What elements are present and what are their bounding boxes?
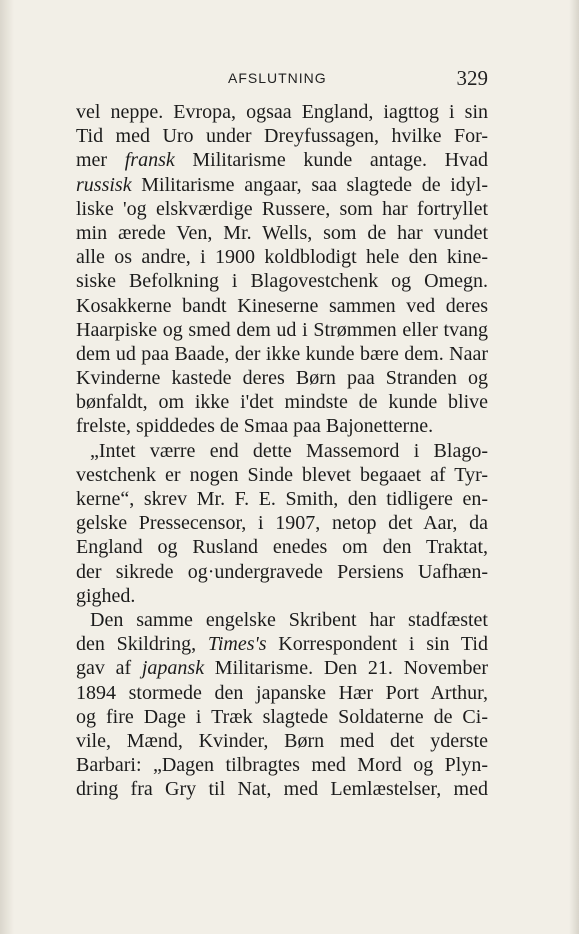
text-segment: 1894 stormede den japanske Hær Port Arthur, — [76, 681, 488, 704]
text-segment: Militarisme. Den 21. November — [204, 657, 488, 680]
page-header — [76, 66, 488, 90]
text-segment: Den samme engelske Skribent har stadfæstet — [90, 608, 488, 631]
italic-word: japansk — [141, 657, 205, 680]
text-line — [76, 753, 488, 777]
text-segment: den Skildring, — [76, 633, 208, 656]
text-segment: gav af — [76, 657, 142, 680]
text-line — [76, 584, 488, 608]
text-segment: vel neppe. Evropa, ogsaa England, iagttog i sin — [76, 101, 488, 123]
text-line — [76, 390, 488, 414]
text-line — [76, 294, 488, 318]
text-line — [76, 342, 488, 366]
page-edge-shadow — [569, 0, 579, 934]
text-line — [76, 463, 488, 487]
text-segment: vestchenk er nogen Sinde blevet begaaet af Tyr- — [76, 463, 488, 486]
text-segment: Militarisme kunde antage. Hvad — [174, 149, 488, 172]
text-line — [76, 487, 488, 511]
text-line — [76, 269, 488, 293]
italic-word: russisk — [76, 173, 132, 196]
text-segment: dring fra Gry til Nat, med Lemlæstelser, med — [76, 778, 488, 801]
text-segment: Korrespondent i sin Tid — [266, 633, 488, 656]
text-segment: alle os andre, i 1900 koldblodigt hele den kine- — [76, 246, 488, 269]
running-head: AFSLUTNING — [228, 70, 327, 86]
text-line — [76, 173, 488, 197]
text-line — [76, 777, 488, 801]
text-segment: Haarpiske og smed dem ud i Strømmen eller tvang — [76, 318, 488, 341]
text-segment: og fire Dage i Træk slagtede Soldaterne de Ci- — [76, 705, 488, 728]
text-segment: Kosakkerne bandt Kineserne sammen ved deres — [76, 294, 488, 317]
text-line — [76, 100, 488, 124]
text-segment: kerne“, skrev Mr. F. E. Smith, den tidligere en- — [76, 488, 488, 510]
text-segment: vile, Mænd, Kvinder, Børn med det yderste — [76, 729, 488, 752]
text-line — [76, 632, 488, 656]
text-segment: gelske Pressecensor, i 1907, netop det Aar, da — [76, 512, 488, 535]
text-segment: frelste, spiddedes de Smaa paa Bajonetterne. — [76, 415, 434, 438]
text-segment: mer — [76, 149, 125, 172]
text-line — [76, 439, 488, 463]
text-segment: Barbari: „Dagen tilbragtes med Mord og Plyn- — [76, 754, 488, 777]
text-segment: „Intet værre end dette Massemord i Blago- — [90, 439, 488, 462]
text-line — [76, 124, 488, 148]
italic-word: fransk — [124, 149, 175, 172]
text-segment: bønfaldt, om ikke i'det mindste de kunde blive — [76, 391, 488, 414]
page-number: 329 — [456, 66, 488, 90]
text-segment: siske Befolkning i Blagovestchenk og Omegn. — [76, 270, 488, 293]
text-segment: Tid med Uro under Dreyfussagen, hvilke For- — [76, 125, 488, 148]
text-segment: liske 'og elskværdige Russere, som har fortryllet — [76, 197, 488, 220]
text-line — [76, 197, 488, 221]
text-line — [76, 560, 488, 584]
text-line — [76, 656, 488, 680]
text-segment: Militarisme angaar, saa slagtede de idyl- — [131, 173, 488, 196]
text-segment: gighed. — [76, 584, 136, 607]
text-line — [76, 414, 488, 438]
body-text — [76, 100, 488, 801]
text-line — [76, 148, 488, 172]
text-line — [76, 608, 488, 632]
text-line — [76, 729, 488, 753]
text-line — [76, 511, 488, 535]
text-line — [76, 221, 488, 245]
text-line — [76, 318, 488, 342]
italic-word: Times's — [207, 633, 267, 656]
text-segment: min ærede Ven, Mr. Wells, som de har vundet — [76, 221, 488, 244]
text-segment: England og Rusland enedes om den Traktat, — [76, 536, 488, 559]
page-gutter-shadow — [0, 0, 14, 934]
text-line — [76, 681, 488, 705]
text-segment: Kvinderne kastede deres Børn paa Stranden og — [76, 367, 488, 390]
text-segment: dem ud paa Baade, der ikke kunde bære dem. Naar — [76, 342, 488, 365]
text-line — [76, 705, 488, 729]
text-line — [76, 366, 488, 390]
text-line — [76, 245, 488, 269]
text-line — [76, 535, 488, 559]
text-segment: der sikrede og·undergravede Persiens Uafhæn- — [76, 560, 488, 583]
